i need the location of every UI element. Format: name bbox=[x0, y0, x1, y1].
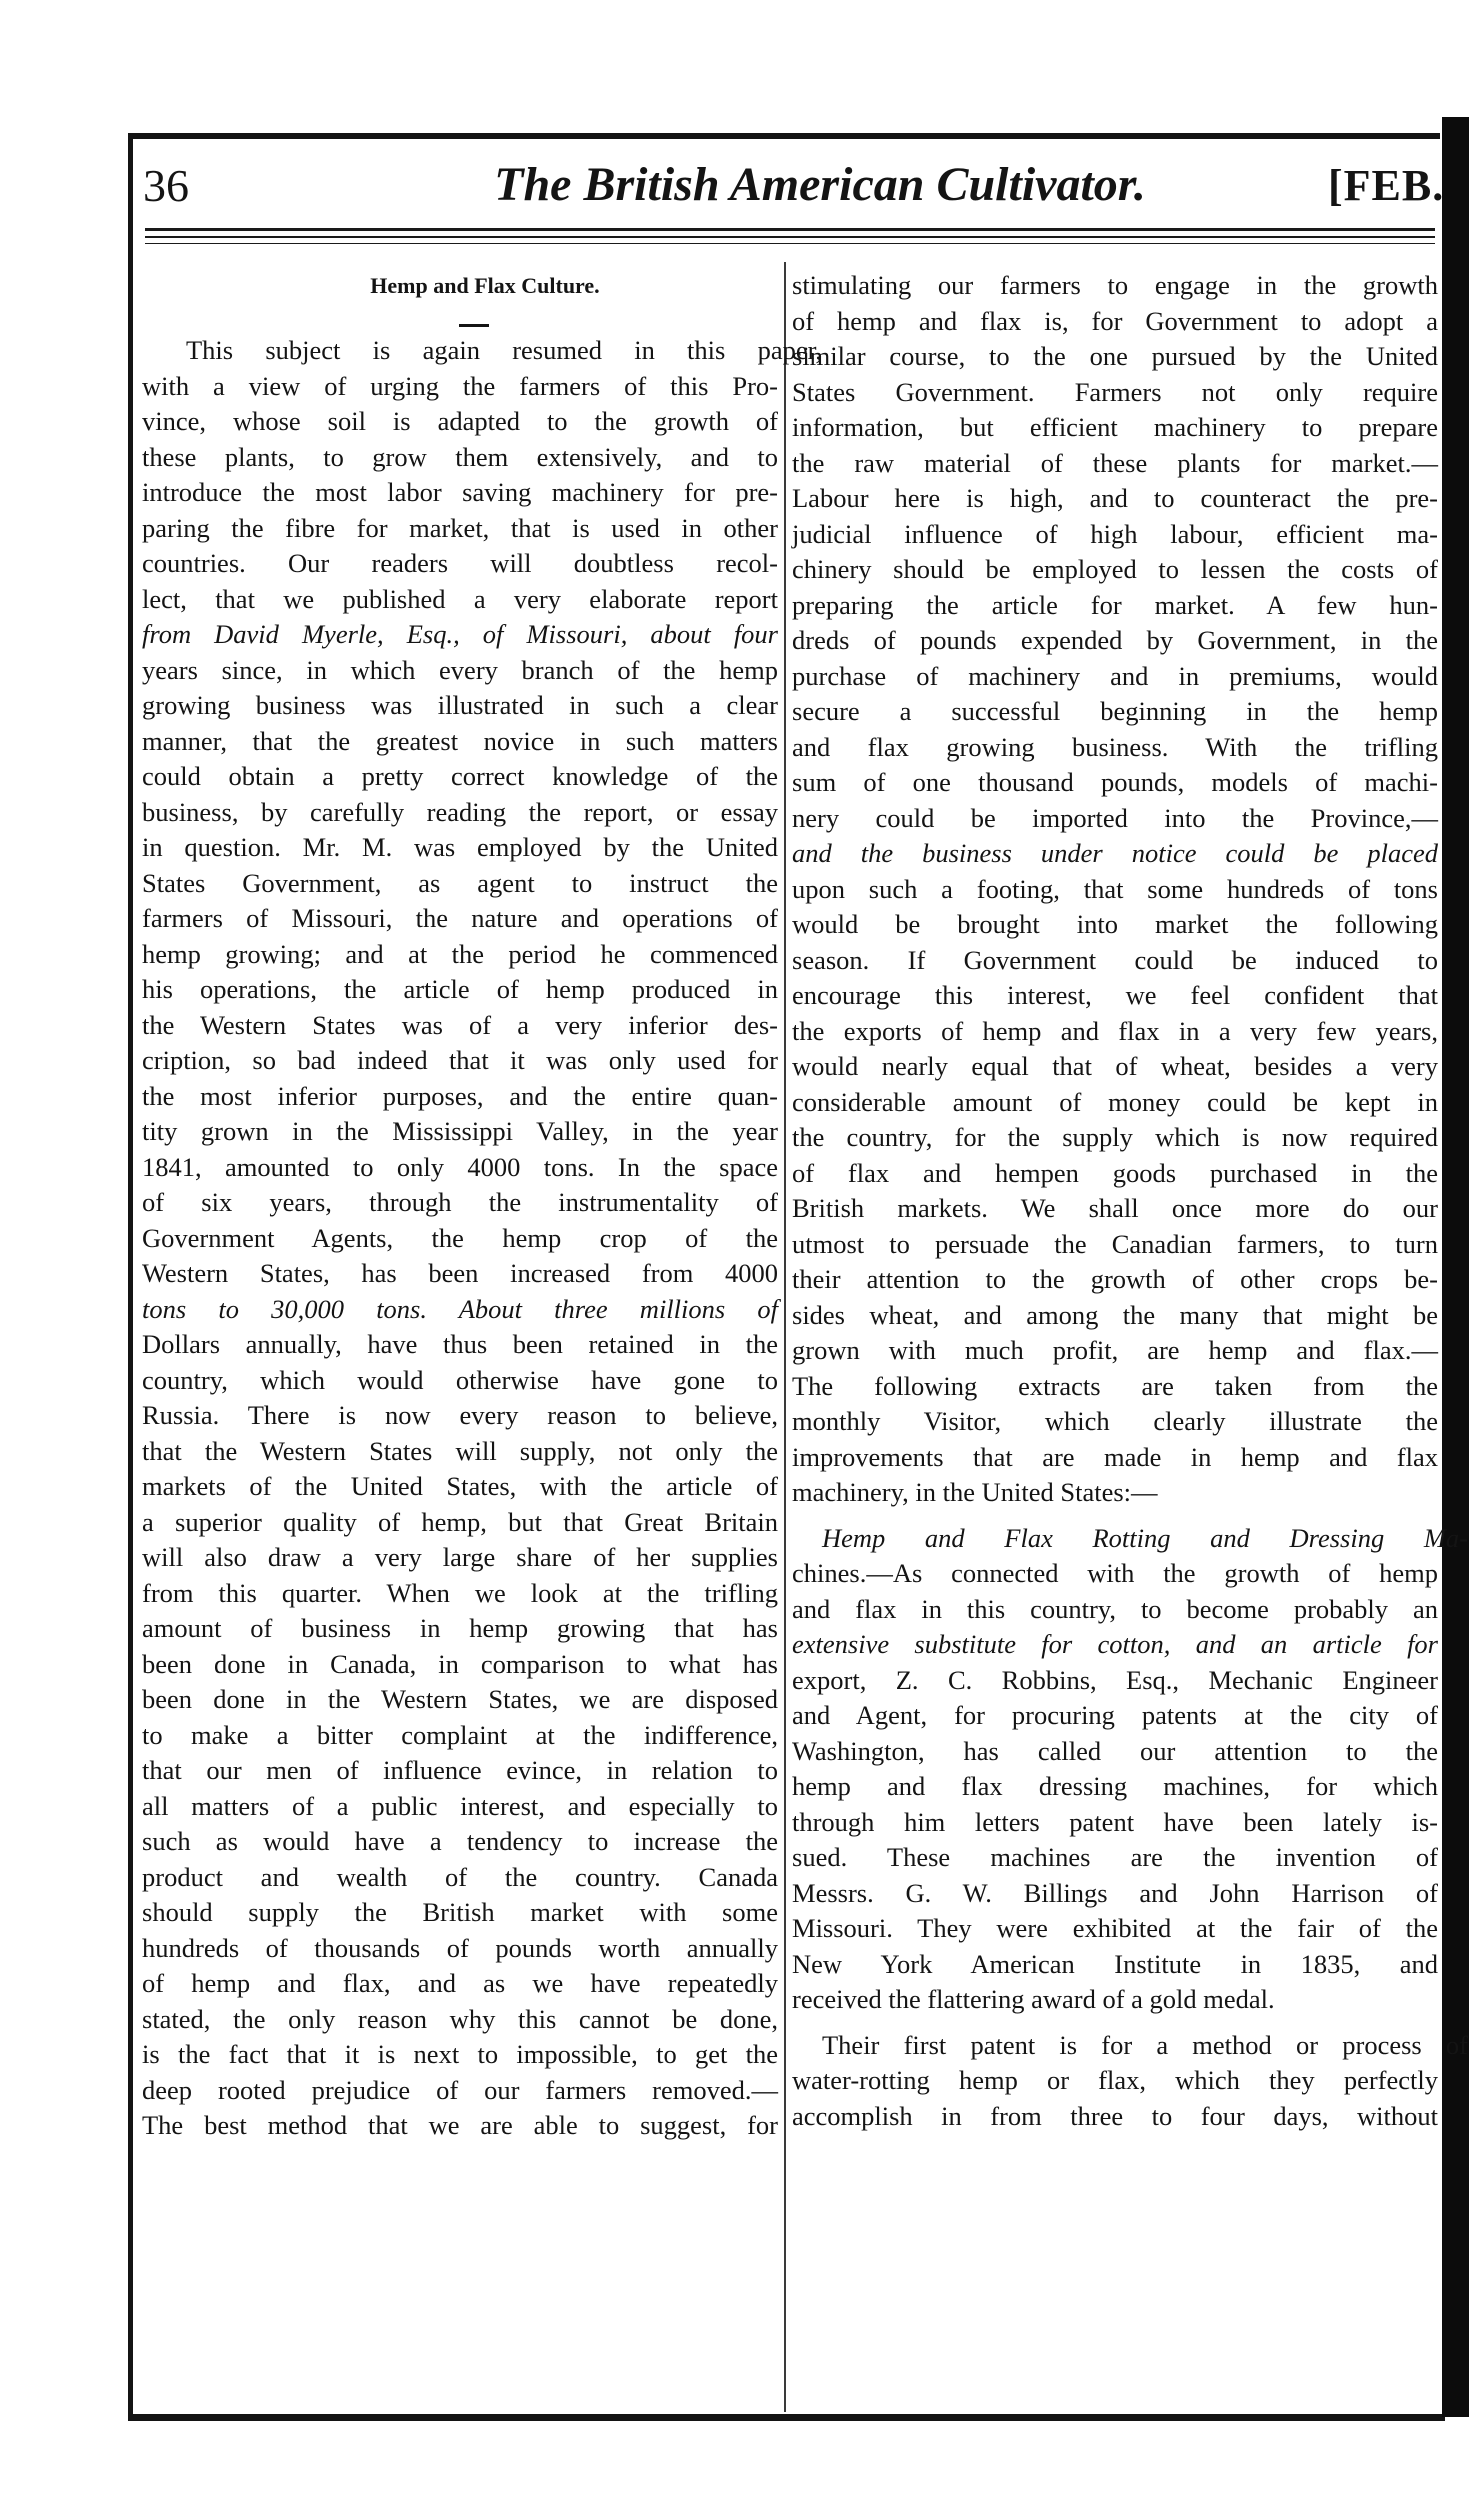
text-line: is the fact that it is next to impossible, to get the bbox=[142, 2039, 778, 2069]
text-line: water-rotting hemp or flax, which they perfectly bbox=[792, 2065, 1438, 2095]
article-heading: Hemp and Flax Culture. bbox=[370, 273, 600, 298]
text-line: judicial influence of high labour, efficient ma- bbox=[792, 518, 1438, 549]
header-rule-thin bbox=[145, 243, 1435, 244]
text-line: export, Z. C. Robbins, Esq., Mechanic Engineer bbox=[792, 1664, 1438, 1695]
text-line: such as would have a tendency to increase the bbox=[142, 1826, 778, 1856]
text-line: manner, that the greatest novice in such matters bbox=[142, 725, 778, 756]
text-line: Labour here is high, and to counteract the pre- bbox=[792, 483, 1438, 513]
text-line: grown with much profit, are hemp and flax.— bbox=[792, 1335, 1438, 1365]
text-line: and Agent, for procuring patents at the city of bbox=[792, 1700, 1438, 1730]
text-line: hemp and flax dressing machines, for which bbox=[792, 1771, 1438, 1801]
text-line: to make a bitter complaint at the indifference, bbox=[142, 1719, 778, 1750]
text-line: hundreds of thousands of pounds worth annually bbox=[142, 1932, 778, 1963]
text-line: their attention to the growth of other crops be- bbox=[792, 1264, 1438, 1294]
column-divider bbox=[784, 262, 786, 2412]
text-line: monthly Visitor, which clearly illustrate the bbox=[792, 1406, 1438, 1436]
text-line: countries. Our readers will doubtless recol- bbox=[142, 548, 778, 578]
text-line: the country, for the supply which is now required bbox=[792, 1122, 1438, 1152]
text-line: from David Myerle, Esq., of Missouri, about four bbox=[142, 619, 778, 649]
text-line: upon such a footing, that some hundreds of tons bbox=[792, 873, 1438, 904]
text-line: all matters of a public interest, and especially to bbox=[142, 1790, 778, 1821]
text-line: Dollars annually, have thus been retained in the bbox=[142, 1329, 778, 1359]
text-line: would be brought into market the following bbox=[792, 909, 1438, 939]
text-line: through him letters patent have been lately is- bbox=[792, 1806, 1438, 1837]
text-line: the most inferior purposes, and the entire quan- bbox=[142, 1080, 778, 1111]
text-line: farmers of Missouri, the nature and operations of bbox=[142, 903, 778, 933]
text-line: a superior quality of hemp, but that Great Britain bbox=[142, 1506, 778, 1537]
text-line: similar course, to the one pursued by the United bbox=[792, 341, 1438, 371]
text-line: accomplish in from three to four days, without bbox=[792, 2100, 1438, 2131]
text-line: Hemp and Flax Rotting and Dressing Ma- bbox=[822, 1522, 1468, 1553]
text-line: introduce the most labor saving machinery for pre- bbox=[142, 477, 778, 507]
text-line: would nearly equal that of wheat, besides a very bbox=[792, 1051, 1438, 1081]
text-line: hemp growing; and at the period he commenced bbox=[142, 938, 778, 969]
bottom-border-rule bbox=[130, 2414, 1445, 2421]
text-line: and flax growing business. With the trifling bbox=[792, 731, 1438, 762]
text-line: States Government, as agent to instruct the bbox=[142, 867, 778, 898]
text-line: that the Western States will supply, not only the bbox=[142, 1435, 778, 1466]
text-line: markets of the United States, with the article of bbox=[142, 1471, 778, 1501]
text-line: deep rooted prejudice of our farmers removed.— bbox=[142, 2074, 778, 2105]
page-number: 36 bbox=[143, 160, 189, 211]
left-border-rule bbox=[128, 133, 133, 2421]
text-line: and the business under notice could be placed bbox=[792, 838, 1438, 868]
text-line: information, but efficient machinery to prepare bbox=[792, 412, 1438, 442]
top-border-rule bbox=[130, 133, 1440, 139]
text-line: encourage this interest, we feel confident that bbox=[792, 980, 1438, 1010]
running-title: The British American Cultivator. bbox=[494, 158, 1146, 211]
header-rule-thick bbox=[145, 228, 1435, 231]
text-line: considerable amount of money could be kept in bbox=[792, 1086, 1438, 1117]
text-line: British markets. We shall once more do our bbox=[792, 1193, 1438, 1223]
text-line: amount of business in hemp growing that has bbox=[142, 1613, 778, 1643]
text-line: cription, so bad indeed that it was only used for bbox=[142, 1045, 778, 1075]
text-line: the Western States was of a very inferior des- bbox=[142, 1009, 778, 1040]
text-line: nery could be imported into the Province,— bbox=[792, 802, 1438, 833]
text-line: could obtain a pretty correct knowledge of the bbox=[142, 761, 778, 791]
text-line: extensive substitute for cotton, and an article for bbox=[792, 1629, 1438, 1659]
text-line: of hemp and flax is, for Government to adopt a bbox=[792, 305, 1438, 336]
text-line: country, which would otherwise have gone to bbox=[142, 1364, 778, 1395]
text-line: product and wealth of the country. Canada bbox=[142, 1861, 778, 1892]
text-line: improvements that are made in hemp and flax bbox=[792, 1441, 1438, 1472]
text-line: utmost to persuade the Canadian farmers, to turn bbox=[792, 1228, 1438, 1259]
text-line: sum of one thousand pounds, models of machi- bbox=[792, 767, 1438, 797]
text-line: sued. These machines are the invention of bbox=[792, 1842, 1438, 1872]
text-line: with a view of urging the farmers of this Pro- bbox=[142, 370, 778, 401]
text-line: these plants, to grow them extensively, and to bbox=[142, 441, 778, 472]
text-line: Their first patent is for a method or process of bbox=[822, 2029, 1468, 2060]
text-line: States Government. Farmers not only require bbox=[792, 376, 1438, 407]
text-line: tons to 30,000 tons. About three millions of bbox=[142, 1293, 778, 1324]
text-line: received the flattering award of a gold medal. bbox=[792, 1984, 1275, 2014]
text-line: years since, in which every branch of the hemp bbox=[142, 654, 778, 685]
text-line: season. If Government could be induced to bbox=[792, 944, 1438, 975]
running-month: [FEB. bbox=[1328, 161, 1445, 210]
text-line: 1841, amounted to only 4000 tons. In the space bbox=[142, 1151, 778, 1182]
text-line: This subject is again resumed in this paper, bbox=[186, 335, 822, 365]
text-line: of six years, through the instrumentality of bbox=[142, 1187, 778, 1217]
text-line: The following extracts are taken from the bbox=[792, 1370, 1438, 1401]
text-line: stated, the only reason why this cannot be done, bbox=[142, 2003, 778, 2034]
text-line: and flax in this country, to become probably an bbox=[792, 1593, 1438, 1624]
text-line: the raw material of these plants for market.— bbox=[792, 447, 1438, 478]
text-line: dreds of pounds expended by Government, in the bbox=[792, 625, 1438, 655]
text-line: New York American Institute in 1835, and bbox=[792, 1948, 1438, 1979]
text-line: lect, that we published a very elaborate report bbox=[142, 583, 778, 614]
text-line: Russia. There is now every reason to believe, bbox=[142, 1400, 778, 1430]
right-column bbox=[792, 268, 1468, 2134]
text-line: stimulating our farmers to engage in the growth bbox=[792, 270, 1438, 300]
text-line: chines.—As connected with the growth of hemp bbox=[792, 1558, 1438, 1588]
text-line: that our men of influence evince, in relation to bbox=[142, 1755, 778, 1785]
text-line: the exports of hemp and flax in a very few years, bbox=[792, 1015, 1438, 1046]
text-line: purchase of machinery and in premiums, would bbox=[792, 660, 1438, 691]
text-line: will also draw a very large share of her supplies bbox=[142, 1542, 778, 1572]
text-line: Missouri. They were exhibited at the fair of the bbox=[792, 1913, 1438, 1943]
text-line: The best method that we are able to suggest, for bbox=[142, 2110, 778, 2140]
text-line: been done in the Western States, we are disposed bbox=[142, 1684, 778, 1714]
text-line: growing business was illustrated in such a clear bbox=[142, 690, 778, 720]
text-line: of flax and hempen goods purchased in the bbox=[792, 1157, 1438, 1188]
text-line: Messrs. G. W. Billings and John Harrison of bbox=[792, 1877, 1438, 1908]
text-line: in question. Mr. M. was employed by the United bbox=[142, 832, 778, 862]
text-line: vince, whose soil is adapted to the growth of bbox=[142, 406, 778, 436]
text-line: Government Agents, the hemp crop of the bbox=[142, 1222, 778, 1253]
left-column bbox=[142, 268, 822, 2144]
text-line: chinery should be employed to lessen the costs of bbox=[792, 554, 1438, 584]
page-edge-shadow bbox=[1442, 117, 1469, 2417]
text-line: business, by carefully reading the report, or essay bbox=[142, 796, 778, 827]
text-line: preparing the article for market. A few hun- bbox=[792, 589, 1438, 620]
text-line: paring the fibre for market, that is used in other bbox=[142, 512, 778, 543]
text-line: from this quarter. When we look at the trifling bbox=[142, 1577, 778, 1608]
text-line: his operations, the article of hemp produced in bbox=[142, 974, 778, 1004]
text-line: of hemp and flax, and as we have repeatedly bbox=[142, 1968, 778, 1998]
text-line: Washington, has called our attention to the bbox=[792, 1735, 1438, 1766]
text-line: secure a successful beginning in the hemp bbox=[792, 696, 1438, 726]
text-line: sides wheat, and among the many that might be bbox=[792, 1299, 1438, 1330]
text-line: should supply the British market with some bbox=[142, 1897, 778, 1927]
text-line: been done in Canada, in comparison to what has bbox=[142, 1648, 778, 1679]
heading-dash bbox=[459, 324, 489, 327]
header-rule-middle bbox=[145, 236, 1435, 238]
text-line: machinery, in the United States:— bbox=[792, 1477, 1158, 1507]
text-line: Western States, has been increased from 4000 bbox=[142, 1258, 778, 1288]
text-line: tity grown in the Mississippi Valley, in the year bbox=[142, 1116, 778, 1146]
